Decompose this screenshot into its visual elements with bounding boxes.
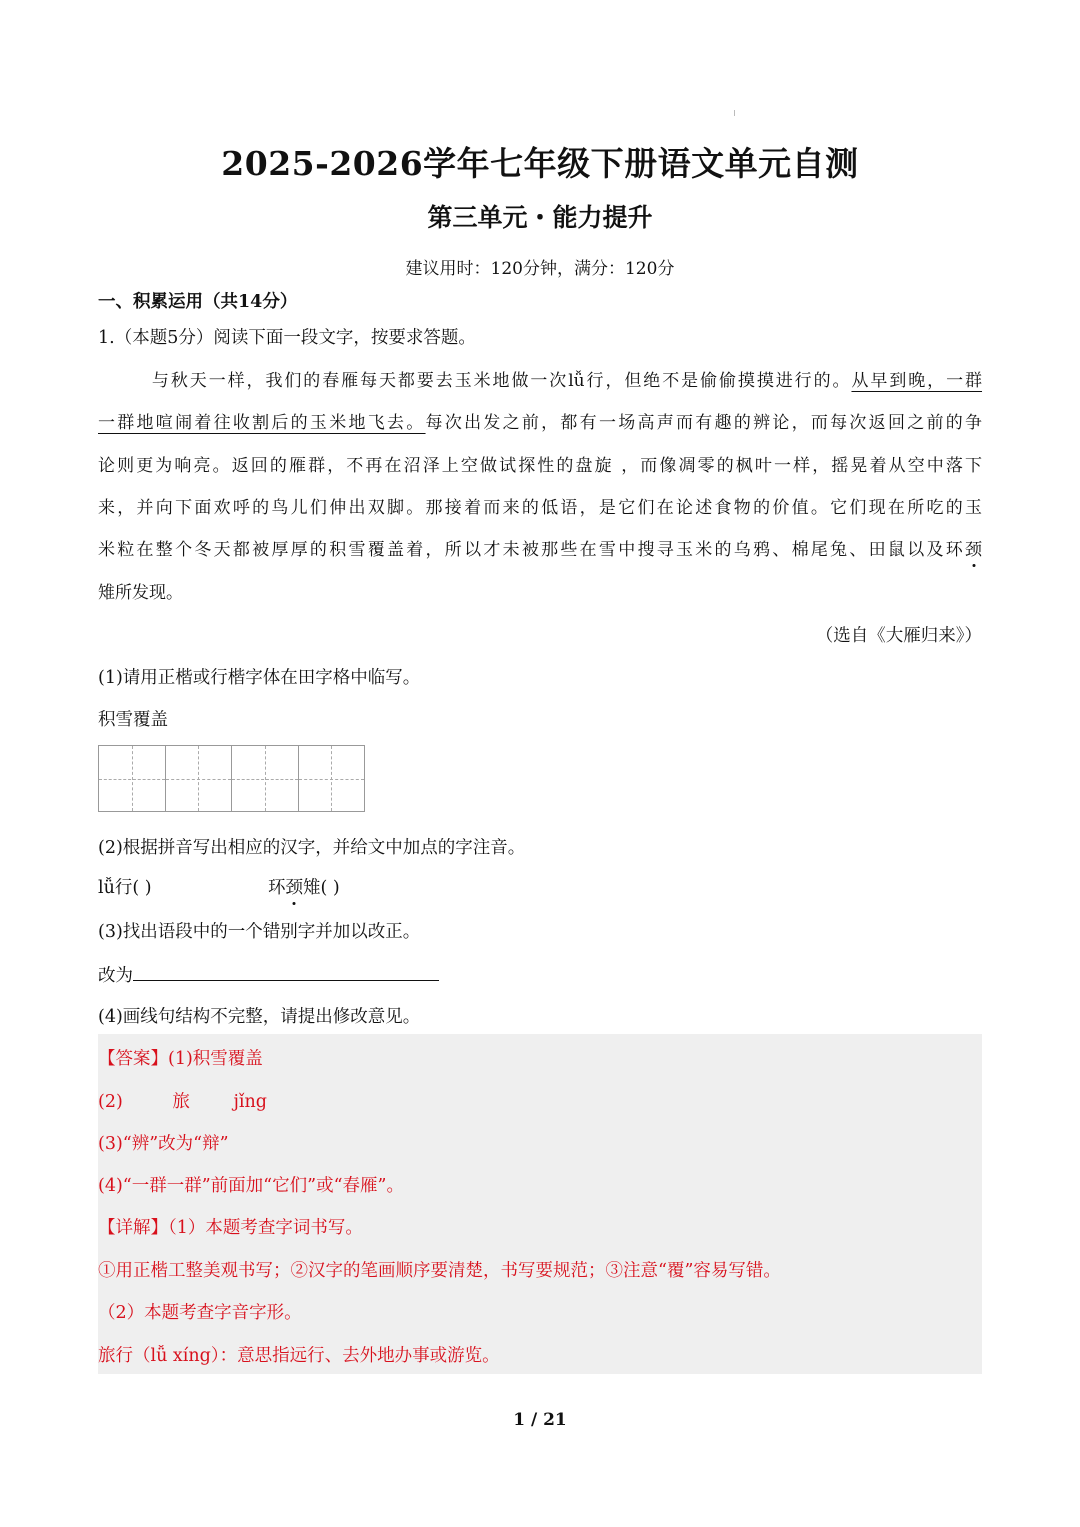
passage-line-3: 论则更为响亮。返回的雁群，不再在沼泽上空做试探性的盘旋 ，而像凋零的枫叶一样，摇晃着从空中落下 (98, 456, 982, 476)
passage-line-5 (98, 535, 982, 560)
correction-line (98, 960, 439, 987)
detail-line-1 (98, 1214, 363, 1239)
page-title: 2025-2026学年七年级下册语文单元自测 (221, 144, 859, 183)
char: 雉( ) (303, 878, 340, 898)
answer-word: 旅 (172, 1092, 190, 1112)
detail-line-3: （2）本题考查字音字形。 (98, 1303, 302, 1323)
answer-tag: 【答案】 (98, 1049, 168, 1069)
answer-line-1 (98, 1045, 263, 1070)
dotted-char: 颈 (285, 878, 303, 898)
dotted-char: 颈 (965, 540, 982, 560)
answer-num: (2) (98, 1092, 123, 1112)
detail-line-4: 旅行（lǚ xíng）：意思指远行、去外地办事或游览。 (98, 1346, 500, 1366)
copy-words: 积雪覆盖 (98, 710, 168, 730)
passage-source: （选自《大雁归来》） (815, 626, 982, 646)
detail-tag: 【详解】 (98, 1218, 168, 1238)
margin-tick (734, 110, 735, 116)
question-1: (1)请用正楷或行楷字体在田字格中临写。 (98, 668, 421, 688)
char: 环 (268, 878, 286, 898)
passage-text: 每次出发之前，都有一场高声而有趣的辨论，而每次返回之前的争 (425, 413, 983, 433)
grid-cell[interactable] (166, 746, 233, 811)
passage-line-1 (98, 366, 982, 391)
answer-line-2 (98, 1088, 267, 1113)
page-number: 1 / 21 (513, 1410, 567, 1430)
time-info: 建议用时：120分钟，满分：120分 (405, 259, 675, 279)
answer-word: jǐng (233, 1092, 267, 1112)
question-4: (4)画线句结构不完整，请提出修改意见。 (98, 1007, 421, 1027)
passage-text: 与秋天一样，我们的春雁每天都要去玉米地做一次lǚ行，但绝不是偷偷摸摸进行的。 (150, 371, 852, 391)
page-subtitle: 第三单元・能力提升 (427, 203, 653, 232)
grid-cell[interactable] (299, 746, 365, 811)
tianzige-grid[interactable] (98, 745, 365, 812)
question-3: (3)找出语段中的一个错别字并加以改正。 (98, 922, 421, 942)
answer-blank[interactable] (133, 960, 439, 981)
underlined-sentence: 一群地喧闹着往收割后的玉米地飞去。 (98, 413, 426, 433)
passage-line-6: 雉所发现。 (98, 583, 183, 603)
correction-label: 改为 (98, 966, 133, 986)
question-intro: 1.（本题5分）阅读下面一段文字，按要求答题。 (98, 328, 476, 348)
passage-line-2 (98, 408, 982, 433)
section-heading: 一、积累运用（共14分） (98, 292, 298, 312)
grid-cell[interactable] (232, 746, 299, 811)
pinyin-blank-2 (268, 874, 340, 899)
detail-text: （1）本题考查字词书写。 (168, 1218, 363, 1238)
answer-line-4: (4)“一群一群”前面加“它们”或“春雁”。 (98, 1176, 404, 1196)
pinyin-blank-1: lǚ行( ) (98, 878, 152, 898)
detail-line-2: ①用正楷工整美观书写；②汉字的笔画顺序要清楚，书写要规范；③注意“覆”容易写错。 (98, 1261, 781, 1281)
underlined-sentence: 从早到晚，一群 (851, 371, 983, 391)
grid-cell[interactable] (99, 746, 166, 811)
answer-text: (1)积雪覆盖 (168, 1049, 263, 1069)
answer-line-3: (3)“辨”改为“辩” (98, 1134, 229, 1154)
question-2: (2)根据拼音写出相应的汉字，并给文中加点的字注音。 (98, 838, 526, 858)
passage-line-4: 来，并向下面欢呼的鸟儿们伸出双脚。那接着而来的低语，是它们在论述食物的价值。它们现在所吃的玉 (98, 498, 982, 518)
passage-text: 米粒在整个冬天都被厚厚的积雪覆盖着，所以才未被那些在雪中搜寻玉米的乌鸦、棉尾兔、田鼠以及环 (98, 540, 965, 560)
